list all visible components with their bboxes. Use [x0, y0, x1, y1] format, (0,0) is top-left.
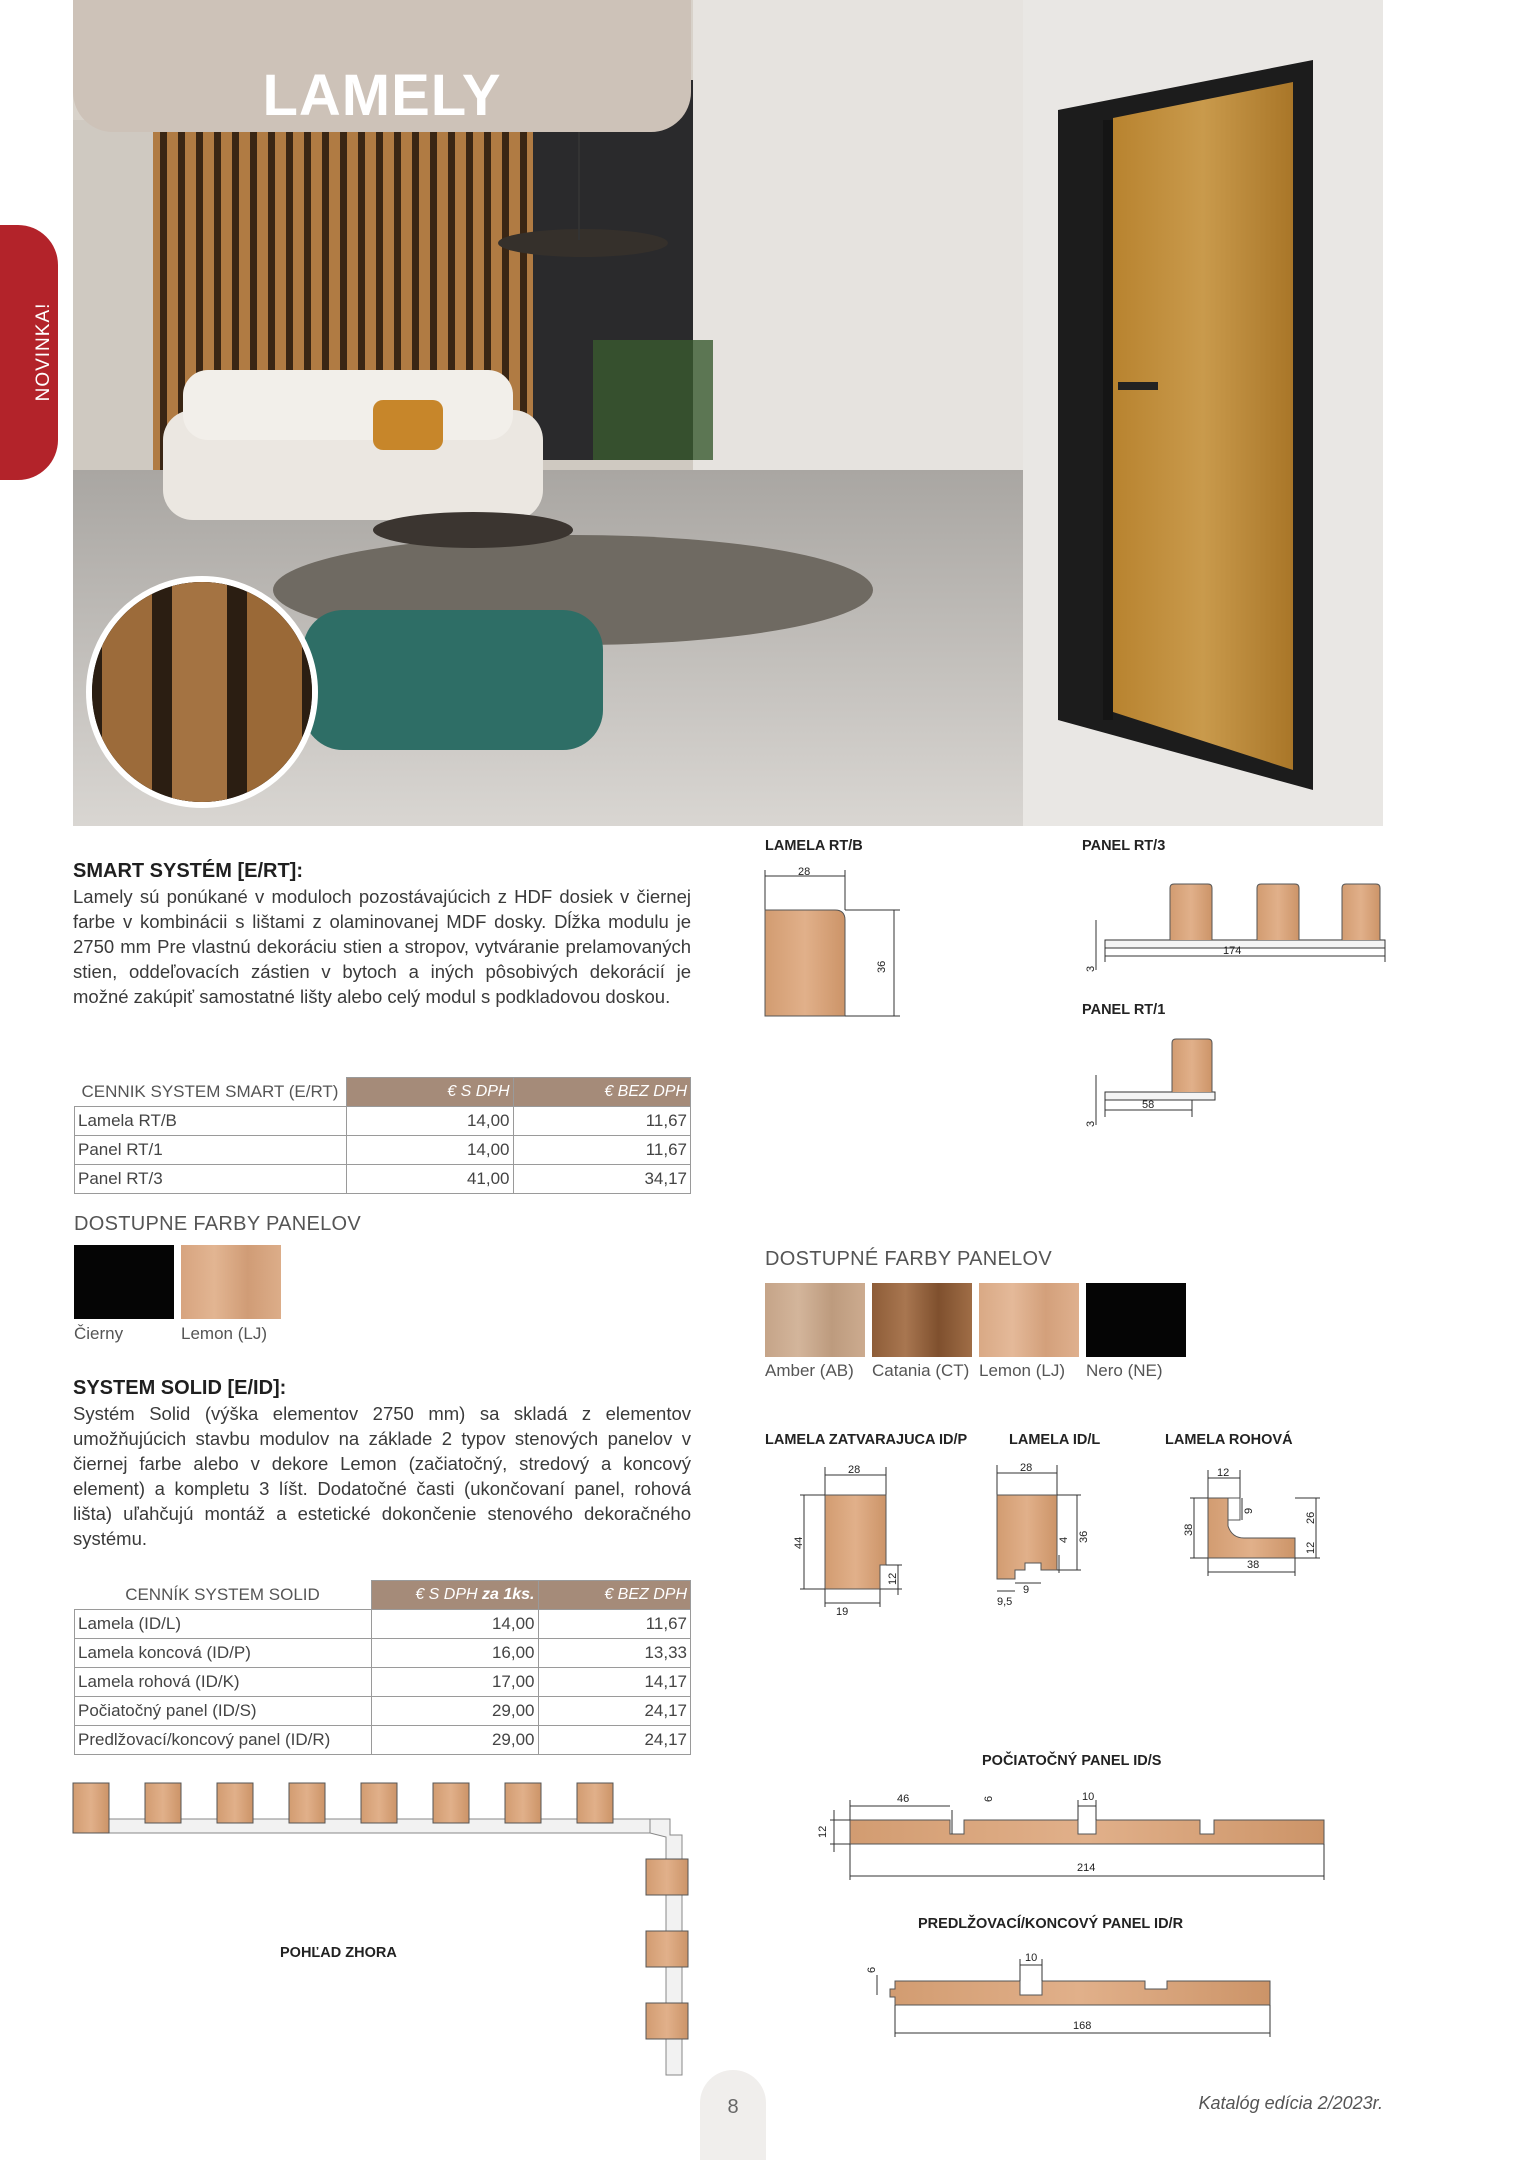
table-row — [75, 1639, 691, 1668]
smart-col-with-vat: € S DPH — [346, 1078, 513, 1107]
row-name: Počiatočný panel (ID/S) — [75, 1697, 372, 1726]
swatch-amber — [765, 1283, 865, 1357]
swatch-label: Amber (AB) — [765, 1361, 854, 1380]
novinka-badge — [0, 225, 58, 480]
row-with-vat: 17,00 — [371, 1668, 538, 1697]
solid-description: Systém Solid (výška elementov 2750 mm) sa skladá z elementov umožňujúcich stavbu modulov na základe 2 typov stenových panelov v čiernej farbe alebo v dekore Lemon (začiatočný, stredový a koncový element) a kompletu 3 líšt. Dodatočné časti (ukončovaní panel, rohová lišta) uľahčujú montáž a estetické dokončenie stenového dekoračného systému. — [73, 1403, 691, 1549]
table-row — [75, 1107, 691, 1136]
swatch-lemon — [181, 1245, 281, 1319]
panel-idr-drawing — [855, 1945, 1275, 2045]
swatch-label: Nero (NE) — [1086, 1361, 1163, 1380]
dim-label: 19 — [836, 1606, 849, 1618]
table-row — [75, 1697, 691, 1726]
panel-rt1-label: PANEL RT/1 — [1082, 1002, 1166, 1018]
panel-ids-drawing — [812, 1780, 1332, 1890]
row-without-vat: 11,67 — [513, 1107, 691, 1136]
catalog-edition: Katalóg edícia 2/2023r. — [1198, 2093, 1383, 2113]
dim-label: 12 — [1217, 1467, 1230, 1479]
row-without-vat: 14,17 — [538, 1668, 691, 1697]
dim-label: 6 — [866, 1966, 878, 1973]
table-row — [75, 1726, 691, 1755]
panel-idr-label: PREDLŽOVACÍ/KONCOVÝ PANEL ID/R — [918, 1916, 1184, 1932]
row-without-vat: 24,17 — [538, 1697, 691, 1726]
dim-label: 10 — [1082, 1791, 1095, 1803]
dim-label: 28 — [798, 866, 811, 878]
dim-label: 44 — [793, 1536, 805, 1549]
lamela-rohova-drawing — [1170, 1458, 1340, 1603]
dim-label: 12 — [1305, 1541, 1317, 1554]
panel-ids-label: POČIATOČNÝ PANEL ID/S — [982, 1753, 1162, 1769]
swatch-label: Lemon (LJ) — [181, 1324, 267, 1343]
smart-col-without-vat: € BEZ DPH — [513, 1078, 691, 1107]
dim-label: 9 — [1243, 1507, 1255, 1514]
dim-label: 46 — [897, 1793, 910, 1805]
solid-col-with-vat — [371, 1581, 538, 1610]
solid-price-table — [74, 1580, 691, 1755]
dim-label: 12 — [817, 1825, 829, 1838]
swatch-label: Čierny — [74, 1324, 124, 1343]
novinka-label: NOVINKA! — [33, 302, 54, 402]
lamela-rtb-drawing — [760, 858, 910, 1018]
col-with-vat-suffix: za 1ks. — [482, 1586, 535, 1603]
dim-label: 3 — [1085, 965, 1097, 972]
dim-label: 38 — [1183, 1523, 1195, 1536]
row-with-vat: 29,00 — [371, 1726, 538, 1755]
col-with-vat-label: € S DPH — [415, 1586, 478, 1603]
row-without-vat: 11,67 — [538, 1610, 691, 1639]
lamela-rtb-label: LAMELA RT/B — [765, 838, 863, 854]
smart-price-table — [74, 1077, 691, 1194]
row-without-vat: 13,33 — [538, 1639, 691, 1668]
row-name: Lamela rohová (ID/K) — [75, 1668, 372, 1697]
row-name: Lamela RT/B — [75, 1107, 347, 1136]
dim-label: 36 — [1078, 1530, 1090, 1543]
lamela-idp-label: LAMELA ZATVARAJUCA ID/P — [765, 1432, 968, 1448]
dim-label: 38 — [1247, 1559, 1260, 1571]
smart-description: Lamely sú ponúkané v moduloch pozostávajúcich z HDF dosiek v čiernej farbe v kombinácii s lištami z olaminovanej MDF dosky. Dĺžka modulu je 2750 mm Pre vlastnú dekoráciu stien a stropov, vytváranie prelamovaných stien, oddeľovacích zástien v bytoch a iných pôsobivých dekorácií je možné zakúpiť samostatné lišty alebo celý modul s podkladovou doskou. — [73, 886, 691, 1007]
dim-label: 10 — [1025, 1952, 1038, 1964]
dim-label: 28 — [1020, 1462, 1033, 1474]
row-name: Panel RT/1 — [75, 1136, 347, 1165]
lamela-idp-drawing — [790, 1455, 920, 1625]
lamela-rohova-label: LAMELA ROHOVÁ — [1165, 1432, 1293, 1448]
dim-label: 26 — [1305, 1511, 1317, 1524]
dim-label: 9 — [1023, 1584, 1030, 1596]
page-title: LAMELY — [262, 63, 502, 128]
row-without-vat: 34,17 — [513, 1165, 691, 1194]
solid-table-title: CENNÍK SYSTEM SOLID — [75, 1581, 372, 1610]
swatch-nero — [1086, 1283, 1186, 1357]
smart-table-title: CENNIK SYSTEM SMART (E/RT) — [75, 1078, 347, 1107]
swatch-label: Catania (CT) — [872, 1361, 970, 1380]
swatch-lemon-right — [979, 1283, 1079, 1357]
smart-heading: SMART SYSTÉM [E/RT]: — [73, 860, 303, 882]
row-name: Panel RT/3 — [75, 1165, 347, 1194]
table-header-row — [75, 1078, 691, 1107]
solid-heading: SYSTEM SOLID [E/ID]: — [73, 1377, 287, 1399]
swatch-cierny — [74, 1245, 174, 1319]
dim-label: 9,5 — [997, 1596, 1013, 1608]
dim-label: 168 — [1073, 2020, 1092, 2032]
dim-label: 12 — [887, 1572, 899, 1585]
table-row — [75, 1136, 691, 1165]
title-tab — [73, 0, 691, 132]
top-view-diagram — [70, 1775, 710, 2100]
lamela-idl-label: LAMELA ID/L — [1009, 1432, 1101, 1448]
panel-rt3-drawing — [1080, 880, 1390, 980]
dim-label: 4 — [1058, 1536, 1070, 1543]
row-with-vat: 14,00 — [346, 1107, 513, 1136]
swatch-label: Lemon (LJ) — [979, 1361, 1065, 1380]
panel-rt3-label: PANEL RT/3 — [1082, 838, 1166, 854]
dim-label: 3 — [1085, 1120, 1097, 1127]
row-name: Lamela koncová (ID/P) — [75, 1639, 372, 1668]
table-header-row — [75, 1581, 691, 1610]
row-with-vat: 41,00 — [346, 1165, 513, 1194]
slat-detail-photo — [86, 576, 318, 808]
dim-label: 6 — [983, 1795, 995, 1802]
table-row — [75, 1165, 691, 1194]
dim-label: 36 — [876, 960, 888, 973]
row-with-vat: 16,00 — [371, 1639, 538, 1668]
solid-col-without-vat: € BEZ DPH — [538, 1581, 691, 1610]
page-number: 8 — [727, 2096, 739, 2118]
panel-rt1-drawing — [1080, 1035, 1230, 1135]
swatch-catania — [872, 1283, 972, 1357]
dim-label: 214 — [1077, 1862, 1096, 1874]
row-with-vat: 29,00 — [371, 1697, 538, 1726]
table-row — [75, 1668, 691, 1697]
page-number-tab — [700, 2070, 766, 2160]
row-with-vat: 14,00 — [371, 1610, 538, 1639]
row-with-vat: 14,00 — [346, 1136, 513, 1165]
dim-label: 174 — [1223, 945, 1242, 957]
dim-label: 28 — [848, 1464, 861, 1476]
row-without-vat: 24,17 — [538, 1726, 691, 1755]
row-name: Predlžovací/koncový panel (ID/R) — [75, 1726, 372, 1755]
row-without-vat: 11,67 — [513, 1136, 691, 1165]
top-view-label: POHĽAD ZHORA — [280, 1945, 397, 1961]
dim-label: 58 — [1142, 1099, 1155, 1111]
lamela-idl-drawing — [985, 1455, 1105, 1625]
smart-colors-title: DOSTUPNE FARBY PANELOV — [74, 1213, 362, 1235]
table-row — [75, 1610, 691, 1639]
right-colors-title: DOSTUPNÉ FARBY PANELOV — [765, 1248, 1053, 1270]
row-name: Lamela (ID/L) — [75, 1610, 372, 1639]
